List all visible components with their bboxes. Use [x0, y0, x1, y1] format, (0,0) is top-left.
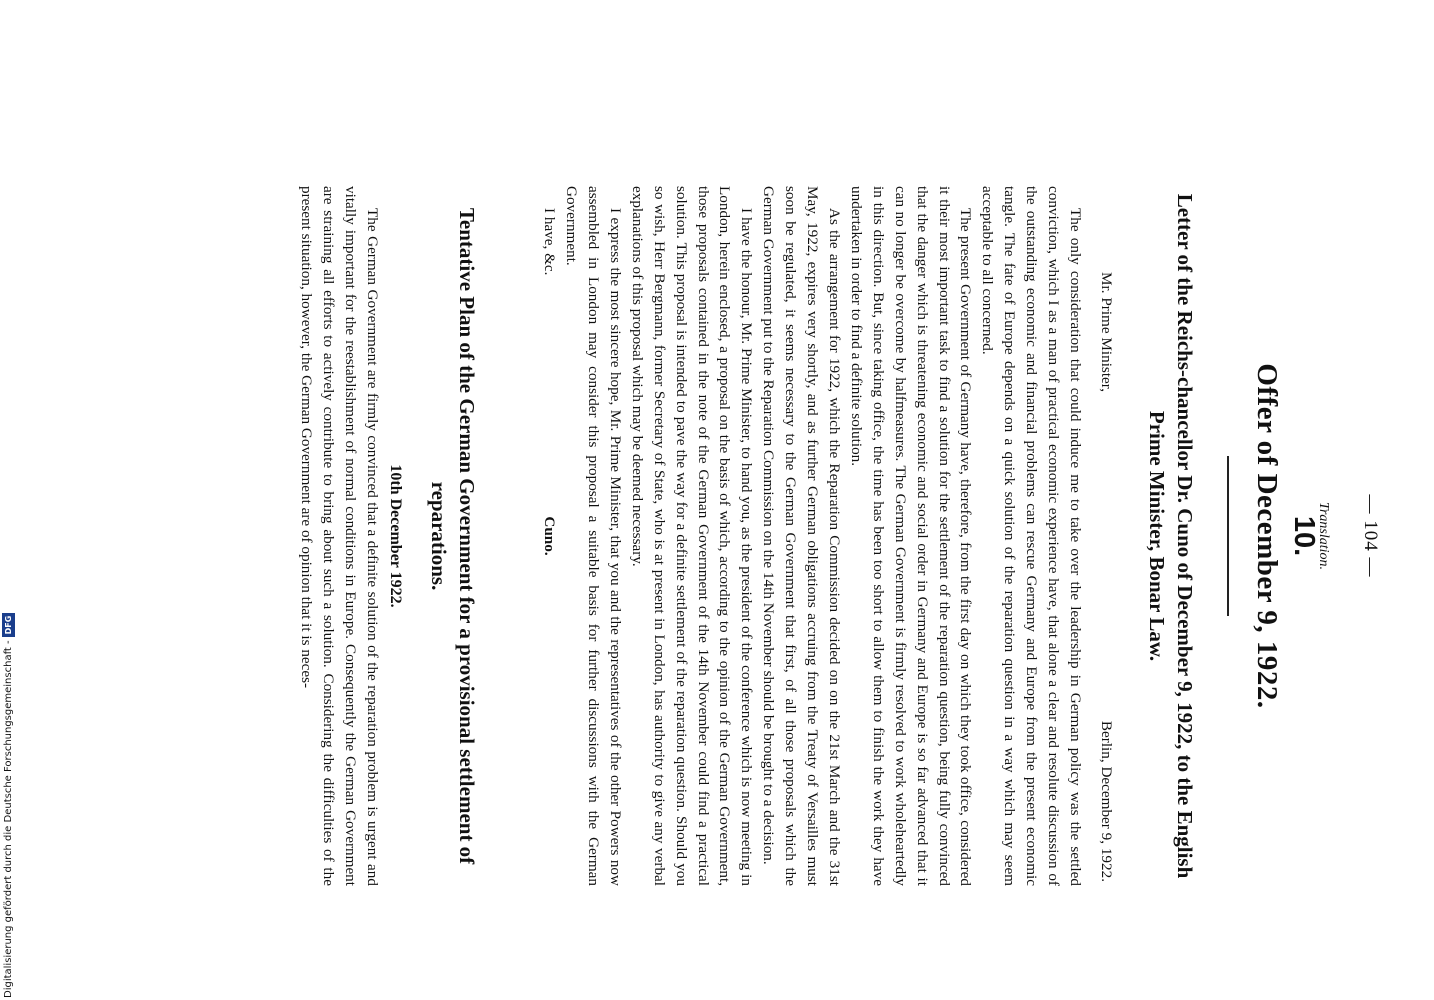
offer-title: Offer of December 9, 1922.	[1251, 363, 1283, 709]
letter-paragraph: I have the honour, Mr. Prime Minister, to hand you, as the president of the conference which is now meeting in London, herein enclosed, a proposal on the basis of which, according to the opinion of the German Government, those proposals contained in the note of the German Government of the 14th November could find a practical solution. This proposal is intended to pave the way for a definite settlement of the reparation question. Should you so wish, Herr Bergmann, former Secretary of State, who is at present in London, has authority to give any verbal explanations of this proposal which may be deemed necessary.	[628, 186, 756, 886]
salutation-row	[1095, 186, 1117, 886]
plan-date: 10th December 1922.	[387, 464, 404, 608]
plan-body	[295, 186, 383, 886]
digitization-footer	[2, 613, 15, 998]
title-divider	[1227, 456, 1229, 616]
signature: Cuno.	[541, 516, 559, 556]
closing: I have, &c.	[541, 208, 559, 276]
letter-paragraph: As the arrangement for 1922, which the Reparation Commission decided on on the 21st March and the 31st May, 1922, expires very shortly, and as further German obligations accruing from the Treaty of Versailles must soon be regulated, it seems necessary to the German Government that first, of all those proposals which the German Government put to the Reparation Commission on the 14th November should be brought to a decision.	[760, 186, 844, 886]
letter-paragraph: The only consideration that could induce me to take over the leadership in German policy was the settled conviction, which I as a man of practical economic experience have, that alone a clear and resolute discussion of the outstanding economic and financial problems can rescue Germany and Europe from the present economic tangle. The fate of Europe depends on a quick solution of the reparation question in a way which may seem acceptable to all concerned.	[979, 186, 1084, 886]
letter-paragraph: I express the most sincere hope, Mr. Prime Minister, that you and the representatives of the other Powers now assembled in London may consider this proposal a suitable basis for further discussions with the German Government.	[563, 186, 624, 886]
translation-label: Translation.	[1316, 501, 1331, 571]
footer-text: Digitalisierung gefördert durch die Deutsche Forschungsgemeinschaft -	[3, 640, 14, 998]
letter-body	[538, 186, 1086, 886]
letter-paragraph: The present Government of Germany have, therefore, from the first day on which they took office, considered it their most important task to find a solution for the settlement of the reparation question, being fully convinced that the danger which is threatening economic and social order in Germany and Europe is so far advanced that it can no longer be overcome by halfmeasures. The German Government is firmly resolved to work wholeheartedly in this direction. But, since taking office, the time has been too short to allow them to finish the work they have undertaken in order to find a definite solution.	[847, 186, 975, 886]
plan-paragraph: The German Government are firmly convinced that a definite solution of the reparation problem is urgent and vitally important for the reestablishment of normal conditions in Europe. Consequently the German Government are straining all efforts to actively contribute to bring about such a solution. Considering the difficulties of the present situation, however, the German Government are of opinion that it is neces-	[298, 186, 381, 886]
document-page	[119, 186, 1381, 886]
document-number: 10.	[1288, 515, 1320, 557]
salutation: Mr. Prime Minister,	[1098, 272, 1115, 393]
dfg-logo-icon: DFG	[2, 613, 15, 638]
page-number: — 104 —	[1360, 494, 1381, 578]
letter-title: Letter of the Reichs-chancellor Dr. Cuno of December 9, 1922, to the English Prime Minister, Bonar Law.	[1145, 193, 1197, 879]
dateline: Berlin, December 9, 1922.	[1098, 720, 1115, 882]
plan-title: Tentative Plan of the German Government for a provisional settlement of reparations.	[427, 207, 479, 865]
